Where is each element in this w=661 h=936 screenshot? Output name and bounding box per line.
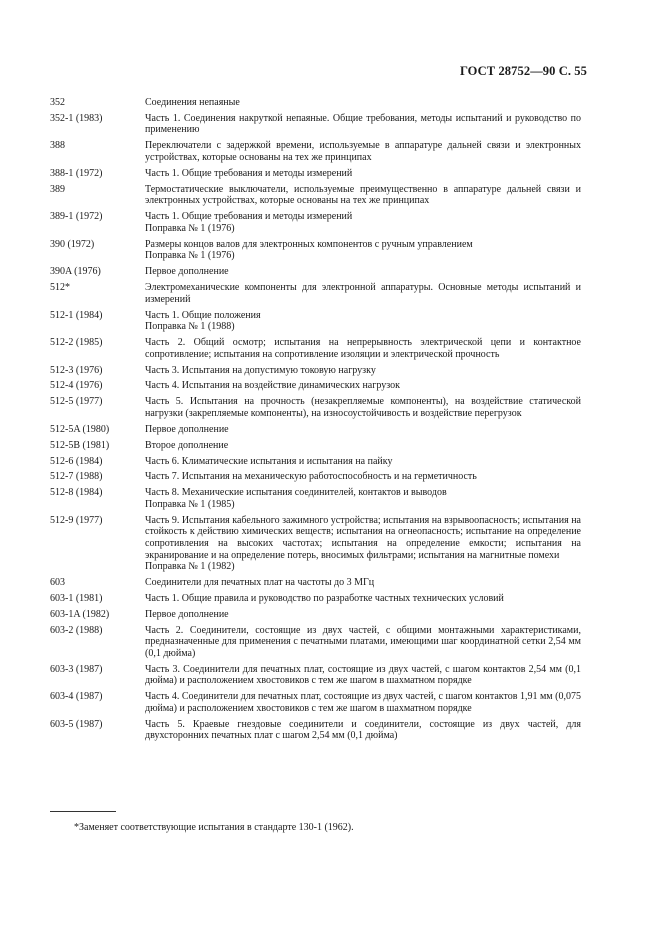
standard-description: [145, 266, 581, 278]
standard-code: 512-5 (1977): [50, 396, 103, 408]
standard-entry: [50, 140, 581, 163]
standard-description: [145, 184, 581, 207]
standard-title: Часть 2. Общий осмотр; испытания на непрерывность электрической цепи и контактное сопротивление; испытания на сопротивление изоляции и электрической прочность: [145, 337, 581, 360]
standard-entry: [50, 577, 581, 589]
standard-description: [145, 471, 581, 483]
standard-title: Первое дополнение: [145, 423, 229, 435]
standard-code: 603-2 (1988): [50, 624, 103, 636]
standard-title: Часть 1. Общие положения: [145, 309, 261, 321]
standard-title: Соединители для печатных плат на частоты до 3 МГц: [145, 577, 375, 589]
standard-description: [145, 113, 581, 136]
standard-title: Часть 1. Общие правила и руководство по разработке частных технических условий: [145, 593, 504, 605]
standard-title: Второе дополнение: [145, 439, 229, 451]
standard-code: 512-7 (1988): [50, 471, 103, 483]
amendment-note: Поправка № 1 (1982): [145, 561, 235, 573]
standard-description: [145, 625, 581, 660]
standard-code: 512-5A (1980): [50, 423, 110, 435]
standard-code: 512-3 (1976): [50, 364, 103, 376]
standard-code: 512-4 (1976): [50, 380, 103, 392]
standard-description: [145, 515, 581, 573]
standard-title: Часть 5. Краевые гнездовые соединители и соединители, состоящие из двух частей, для двухсторонних печатных плат с шагом 2,54 мм (0,1 дюйма): [145, 718, 581, 742]
standard-code: 388: [50, 140, 65, 152]
standard-title: Часть 8. Механические испытания соединителей, контактов и выводов: [145, 487, 447, 499]
standard-title: Размеры концов валов для электронных компонентов с ручным управлением: [145, 238, 473, 250]
standard-description: [145, 337, 581, 360]
standard-title: Часть 9. Испытания кабельного зажимного устройства; испытания на взрывоопасность; испытания на стойкость к действию химических веществ; испытания на огнеопасность; испытание на определение сопротивления на высоких частотах; испытания на определение емкости; испытания на экранирование и на определение потерь, вносимых фильтрами; испытания на магнитные помехи: [145, 514, 581, 561]
standard-description: [145, 593, 581, 605]
standard-description: [145, 211, 581, 234]
standard-entry: [50, 97, 581, 109]
standard-description: [145, 719, 581, 742]
standard-title: Часть 7. Испытания на механическую работоспособность и на герметичность: [145, 471, 477, 483]
standard-entry: [50, 396, 581, 419]
standard-entry: [50, 282, 581, 305]
standard-entry: [50, 471, 581, 483]
standard-entry: [50, 310, 581, 333]
standard-code: 512-2 (1985): [50, 337, 103, 349]
standard-entry: [50, 625, 581, 660]
standard-title: Электромеханические компоненты для электронной аппаратуры. Основные методы испытаний и измерений: [145, 282, 581, 305]
standard-entry: [50, 184, 581, 207]
footnote: *Заменяет соответствующие испытания в стандарте 130-1 (1962).: [74, 822, 354, 833]
standard-code: 389: [50, 183, 65, 195]
standard-code: 390A (1976): [50, 266, 101, 278]
standard-entry: [50, 487, 581, 510]
standard-entry: [50, 424, 581, 436]
standard-description: [145, 168, 581, 180]
standard-code: 388-1 (1972): [50, 167, 103, 179]
standard-title: Часть 2. Соединители, состоящие из двух частей, с общими монтажными характеристиками, предназначенные для применения с печатными платами, имеющими шаг координатной сетки 2,54 мм (0,1 дюйма): [145, 624, 581, 659]
standard-code: 512-5B (1981): [50, 439, 110, 451]
amendment-note: Поправка № 1 (1988): [145, 321, 235, 333]
page-header: ГОСТ 28752—90 С. 55: [459, 64, 587, 78]
standard-title: Часть 1. Общие требования и методы измерений: [145, 167, 353, 179]
standard-code: 352: [50, 97, 65, 108]
standard-code: 512-8 (1984): [50, 487, 103, 499]
standard-code: 603-1A (1982): [50, 608, 110, 620]
standard-entry: [50, 113, 581, 136]
amendment-note: Поправка № 1 (1976): [145, 250, 235, 262]
standard-description: [145, 664, 581, 687]
standards-list: [50, 97, 581, 746]
standard-title: Первое дополнение: [145, 608, 229, 620]
standard-title: Часть 4. Соединители для печатных плат, состоящие из двух частей, с шагом контактов 1,91 мм (0,075 дюйма) и расположением хвостовиков с тем же шагом в шахматном порядке: [145, 691, 581, 714]
standard-description: [145, 365, 581, 377]
standard-entry: [50, 380, 581, 392]
standard-description: [145, 239, 581, 262]
standard-description: [145, 440, 581, 452]
standard-entry: [50, 440, 581, 452]
standard-description: [145, 609, 581, 621]
standard-title: Часть 6. Климатические испытания и испытания на пайку: [145, 455, 393, 467]
standard-description: [145, 310, 581, 333]
amendment-note: Поправка № 1 (1976): [145, 222, 235, 234]
standard-entry: [50, 456, 581, 468]
standard-description: [145, 282, 581, 305]
amendment-note: Поправка № 1 (1985): [145, 498, 235, 510]
standard-description: [145, 140, 581, 163]
standard-entry: [50, 239, 581, 262]
standard-description: [145, 424, 581, 436]
standard-code: 512-1 (1984): [50, 309, 103, 321]
standard-code: 512-9 (1977): [50, 514, 103, 526]
standard-code: 603-5 (1987): [50, 718, 103, 730]
standard-title: Часть 3. Соединители для печатных плат, состоящие из двух частей, с шагом контактов 2,54 мм (0,1 дюйма) и расположением хвостовиков с тем же шагом в шахматном порядке: [145, 663, 581, 687]
standard-title: Часть 1. Соединения накруткой непаяные. Общие требования, методы испытаний и руководство по применению: [145, 112, 581, 136]
standard-description: [145, 396, 581, 419]
standard-title: Переключатели с задержкой времени, используемые в аппаратуре дальней связи и электронных устройствах, которые основаны на тех же принципах: [145, 140, 581, 163]
standard-code: 512*: [50, 282, 70, 294]
standard-title: Часть 3. Испытания на допустимую токовую нагрузку: [145, 364, 376, 376]
standard-code: 389-1 (1972): [50, 211, 103, 223]
standard-description: [145, 380, 581, 392]
standard-code: 512-6 (1984): [50, 455, 103, 467]
standard-code: 390 (1972): [50, 238, 95, 250]
standard-entry: [50, 337, 581, 360]
standard-entry: [50, 609, 581, 621]
standard-title: Часть 5. Испытания на прочность (незакрепляемые компоненты), на воздействие статической нагрузки (закрепляемые компоненты), на износоустойчивость и воздействие перегрузок: [145, 396, 581, 419]
standard-code: 352-1 (1983): [50, 112, 103, 124]
standard-title: Часть 1. Общие требования и методы измерений: [145, 211, 353, 223]
standard-entry: [50, 365, 581, 377]
standard-entry: [50, 211, 581, 234]
standard-description: [145, 97, 581, 109]
standard-code: 603-1 (1981): [50, 593, 103, 605]
standard-entry: [50, 719, 581, 742]
standard-description: [145, 456, 581, 468]
standard-entry: [50, 593, 581, 605]
standard-entry: [50, 664, 581, 687]
standard-entry: [50, 515, 581, 573]
standard-code: 603-3 (1987): [50, 663, 103, 675]
standard-code: 603: [50, 577, 65, 589]
standard-code: 603-4 (1987): [50, 691, 103, 703]
standard-entry: [50, 168, 581, 180]
standard-title: Часть 4. Испытания на воздействие динамических нагрузок: [145, 380, 400, 392]
standard-entry: [50, 691, 581, 714]
standard-description: [145, 487, 581, 510]
footnote-rule: [50, 811, 116, 812]
standard-description: [145, 691, 581, 714]
standard-description: [145, 577, 581, 589]
standard-title: Термостатические выключатели, используемые преимущественно в аппаратуре дальней связи и электронных устройствах, которые основаны на тех же принципах: [145, 183, 581, 207]
standard-entry: [50, 266, 581, 278]
standard-title: Первое дополнение: [145, 266, 229, 278]
standard-title: Соединения непаяные: [145, 97, 240, 108]
